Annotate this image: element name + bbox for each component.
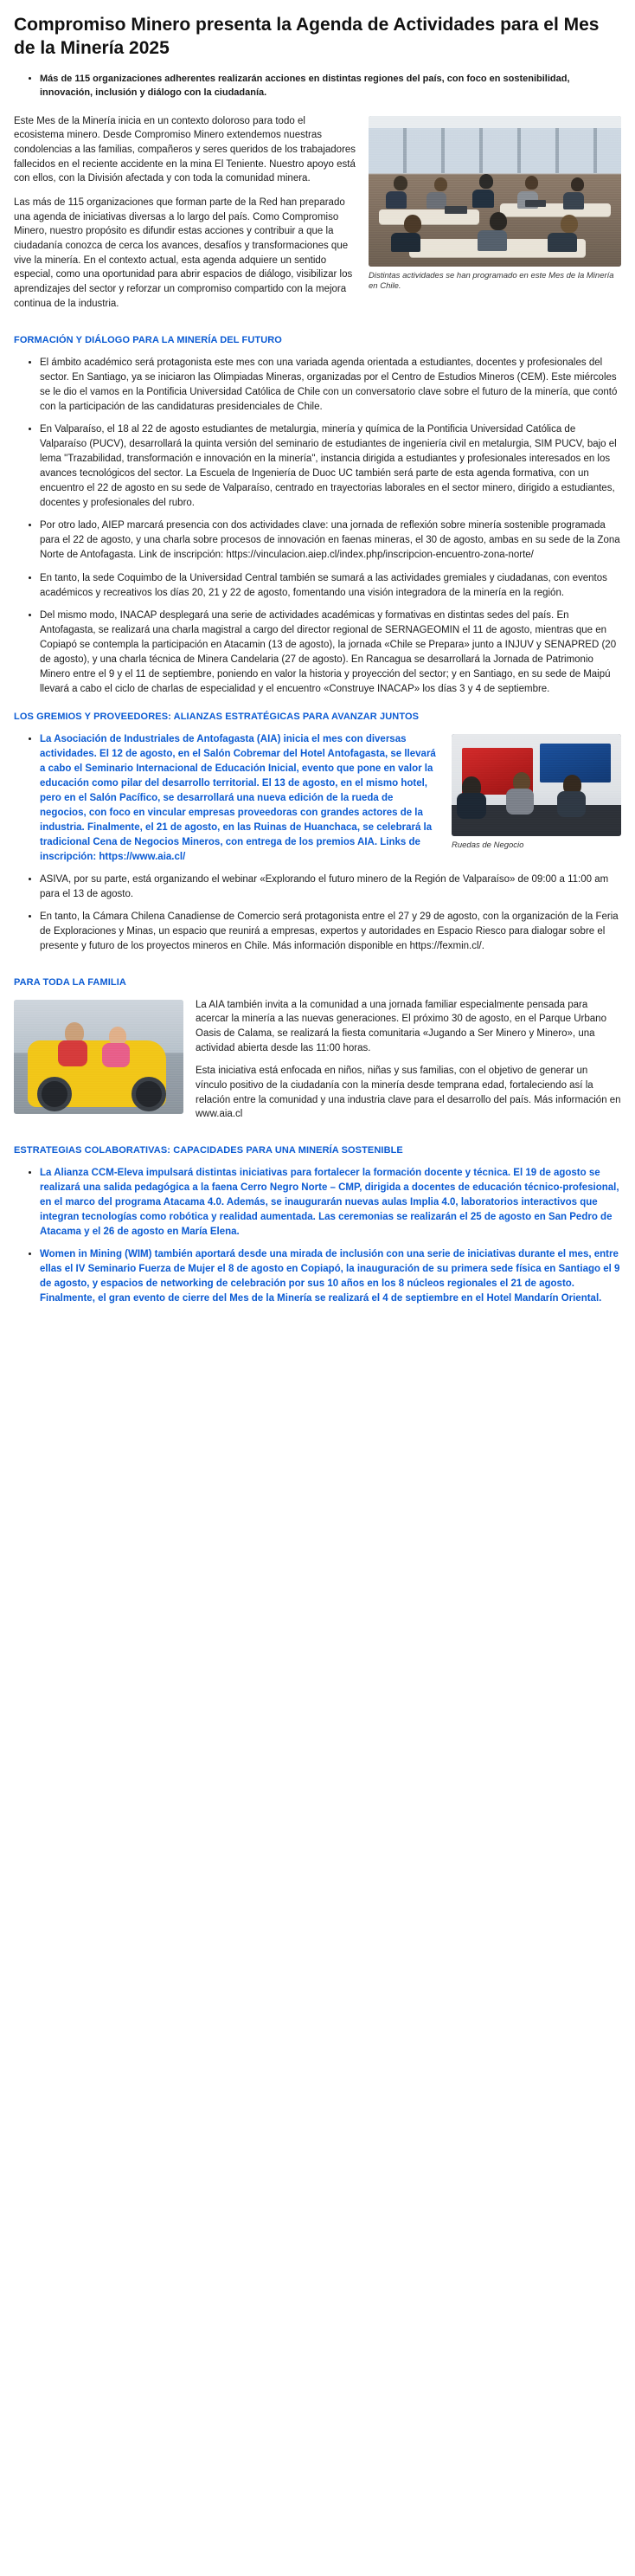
familia-paragraph-1: La AIA también invita a la comunidad a una jornada familiar especialmente pensada para acercar la minería a las nuevas generaciones. El próximo 30 de agosto, en el Parque Urbano Oasis de Calama, se realizará la fiesta comunitaria «Jugando a Ser Minero y Minero», una actividad abierta desde las 11:00 horas.: [196, 999, 606, 1053]
list-item: • La Asociación de Industriales de Antofagasta (AIA) inicia el mes con diversas actividades. El 12 de agosto, en el Salón Cobremar del Hotel Antofagasta, se llevará a cabo el Seminario Internacional de Educación Inicial, evento que pone en valor la educación como pilar del desarrollo territorial. El 13 de agosto, en el mismo hotel, pero en el Salón Pacífico, se desarrollará una nueva edición de la rueda de negocios, con foco en vincular empresas proveedoras con grandes actores de la industria. Finalmente, el 21 de agosto, en las Ruinas de Huanchaca, se celebrará la tradicional Cena de Negocios Mineros, con entrega de los premios AIA. Links de inscripción: https://www.aia.cl/: [40, 732, 621, 865]
intro-image-caption: Distintas actividades se han programado en este Mes de la Minería en Chile.: [369, 270, 614, 292]
section-heading-familia: PARA TODA LA FAMILIA: [14, 976, 126, 988]
conference-photo: [369, 116, 621, 267]
estrategias-bullet-list: [14, 1166, 621, 1306]
list-item: • Women in Mining (WIM) también aportará desde una mirada de inclusión con una serie de iniciativas durante el mes, entre ellas el IV Seminario Fuerza de Mujer el 8 de agosto en Copiapó, la inauguración de su primera sede física en Santiago el 9 de agosto, y espacios de networking de celebración por sus 10 años en los 8 núcleos regionales el 21 de agosto. Finalmente, el gran evento de cierre del Mes de la Minería se realizará el 4 de septiembre en el Hotel Mandarín Oriental.: [40, 1247, 621, 1306]
familia-block: [14, 998, 621, 1130]
list-item: • La Alianza CCM-Eleva impulsará distintas iniciativas para fortalecer la formación docente y técnica. El 19 de agosto se realizará una salida pedagógica a la faena Cerro Negro Norte – CMP, dirigida a docentes de educación técnico-profesional, en el marco del programa Atacama 4.0. Además, se inaugurarán nuevas aulas Implia 4.0, laboratorios interactivos que integran tecnologías como robótica y realidad aumentada. Las ceremonias se realizarán el 25 de agosto en San Pedro de Atacama y el 26 de agosto en María Elena.: [40, 1166, 621, 1240]
list-item: • En tanto, la sede Coquimbo de la Universidad Central también se sumará a las actividades gremiales y ciudadanas, con eventos académicos y recreativos los días 20, 21 y 22 de agosto, fomentando una visión integradora de la minería en la región.: [40, 571, 621, 601]
list-item: • En tanto, la Cámara Chilena Canadiense de Comercio será protagonista entre el 27 y 29 de agosto, con la organización de la Feria de Exploraciones y Minas, un espacio que reunirá a empresas, expertos y autoridades en Espacio Riesco para dialogar sobre el presente y futuro de los proyectos mineros en Chile. Más información disponible en https://fexmin.cl/.: [40, 910, 621, 954]
section-heading-formacion: FORMACIÓN Y DIÁLOGO PARA LA MINERÍA DEL FUTURO: [14, 335, 282, 346]
intro-block: [14, 114, 621, 321]
gremios-block: [14, 732, 621, 963]
business-meeting-photo: [452, 734, 621, 836]
section-heading-gremios: LOS GREMIOS Y PROVEEDORES: ALIANZAS ESTRATÉGICAS PARA AVANZAR JUNTOS: [14, 711, 420, 722]
intro-paragraph-1: Este Mes de la Minería inicia en un contexto doloroso para todo el ecosistema minero. Desde Compromiso Minero extendemos nuestras condolencias a las familias, compañeros y seres queridos de los trabajadores fallecidos en el reciente accidente en la mina El Teniente. Nuestro apoyo está con ellos, con la División afectada y con toda la comunidad minera.: [14, 115, 356, 184]
familia-figure: [14, 1000, 183, 1114]
list-item: • Del mismo modo, INACAP desplegará una serie de actividades académicas y formativas en distintas sedes del país. En Antofagasta, se realizará una charla magistral a cargo del director regional de SERNAGEOMIN el 11 de agosto, mientras que en Copiapó se contempla la participación en Atacamin (13 de agosto), la jornada «Chile se Prepara» junto a INJUV y SENAPRED (20 de agosto), y una charla técnica de Minera Candelaria (27 de agosto). En Rancagua se desarrollará la Jornada de Patrimonio Minero entre el 9 y el 11 de septiembre, poniendo en valor la historia y proyección del sector; y en Santiago, en su sede de Maipú llevará a cabo el ciclo de charlas de especialidad y el encuentro «Construye INACAP» los días 3 y 4 de septiembre.: [40, 609, 621, 697]
section-heading-estrategias: ESTRATEGIAS COLABORATIVAS: CAPACIDADES PARA UNA MINERÍA SOSTENIBLE: [14, 1145, 403, 1156]
gremios-image-caption: Ruedas de Negocio: [452, 840, 524, 850]
intro-paragraph-2: Las más de 115 organizaciones que forman parte de la Red han preparado una agenda de iniciativas diversas a lo largo del país. Como Compromiso Minero, nuestro propósito es difundir estas acciones y contribuir a que la ciudadanía conozca de cerca los avances, desafíos y transformaciones que vive la minería. En el contexto actual, esta agenda adquiere un sentido especial, como una oportunidad para abrir espacios de diálogo, visibilizar los aprendizajes del sector y reforzar un compromiso compartido con la mejora continua de la industria.: [14, 196, 353, 309]
lead-bullet-list: [14, 73, 621, 100]
list-item: • En Valparaíso, el 18 al 22 de agosto estudiantes de metalurgia, minería y química de la Pontificia Universidad Católica de Valparaíso (PUCV), desarrollará la quinta versión del seminario de estudiantes de ingeniería civil en metalurgia, SIM PUCV, bajo el lema "Trazabilidad, transformación e innovación en la minería", instancia dirigida a estudiantes y profesionales interesados en los avances tecnológicos del sector. La Escuela de Ingeniería de Duoc UC también será parte de esta agenda formativa, con un encuentro el 22 de agosto en su sede de Valparaíso, centrado en trayectorias laborales en el sector minero, dirigido a estudiantes, docentes y profesionales del rubro.: [40, 422, 621, 511]
family-kart-photo: [14, 1000, 183, 1114]
list-item: • El ámbito académico será protagonista este mes con una variada agenda orientada a estudiantes, docentes y profesionales del sector. En Santiago, ya se iniciaron las Olimpiadas Mineras, organizadas por el Centro de Estudios Mineros (CEM). Este miércoles se le dio el vamos en la Pontificia Universidad Católica de Chile con un conversatorio clave sobre el futuro de la minería, que contó con la participación de las candidaturas presidenciales de Chile.: [40, 356, 621, 415]
familia-paragraph-2: Esta iniciativa está enfocada en niños, niñas y sus familias, con el objetivo de generar un vínculo positivo de la ciudadanía con la minería desde temprana edad, fortaleciendo así la relación entre la comunidad y una industria clave para el desarrollo del país. Más información en www.aia.cl: [196, 1066, 621, 1120]
list-item: • Por otro lado, AIEP marcará presencia con dos actividades clave: una jornada de reflexión sobre minería sostenible programada para el 22 de agosto, y una charla sobre procesos de innovación en faenas mineras, el 30 de agosto, ambas en su sede de la Zona Norte de Antofagasta. Link de inscripción: https://vinculacion.aiep.cl/index.php/inscripcion-encuentro-zona-norte/: [40, 518, 621, 563]
lead-bullet: • Más de 115 organizaciones adherentes realizarán acciones en distintas regiones del país, con foco en sostenibilidad, innovación, inclusión y diálogo con la ciudadanía.: [40, 73, 621, 100]
gremios-figure: [452, 734, 621, 852]
formacion-bullet-list: [14, 356, 621, 696]
page-title: Compromiso Minero presenta la Agenda de Actividades para el Mes de la Minería 2025: [14, 15, 600, 58]
intro-figure: [369, 116, 621, 293]
list-item: • ASIVA, por su parte, está organizando el webinar «Explorando el futuro minero de la Región de Valparaíso» de 09:00 a 11:00 am para el 13 de agosto.: [40, 873, 621, 902]
